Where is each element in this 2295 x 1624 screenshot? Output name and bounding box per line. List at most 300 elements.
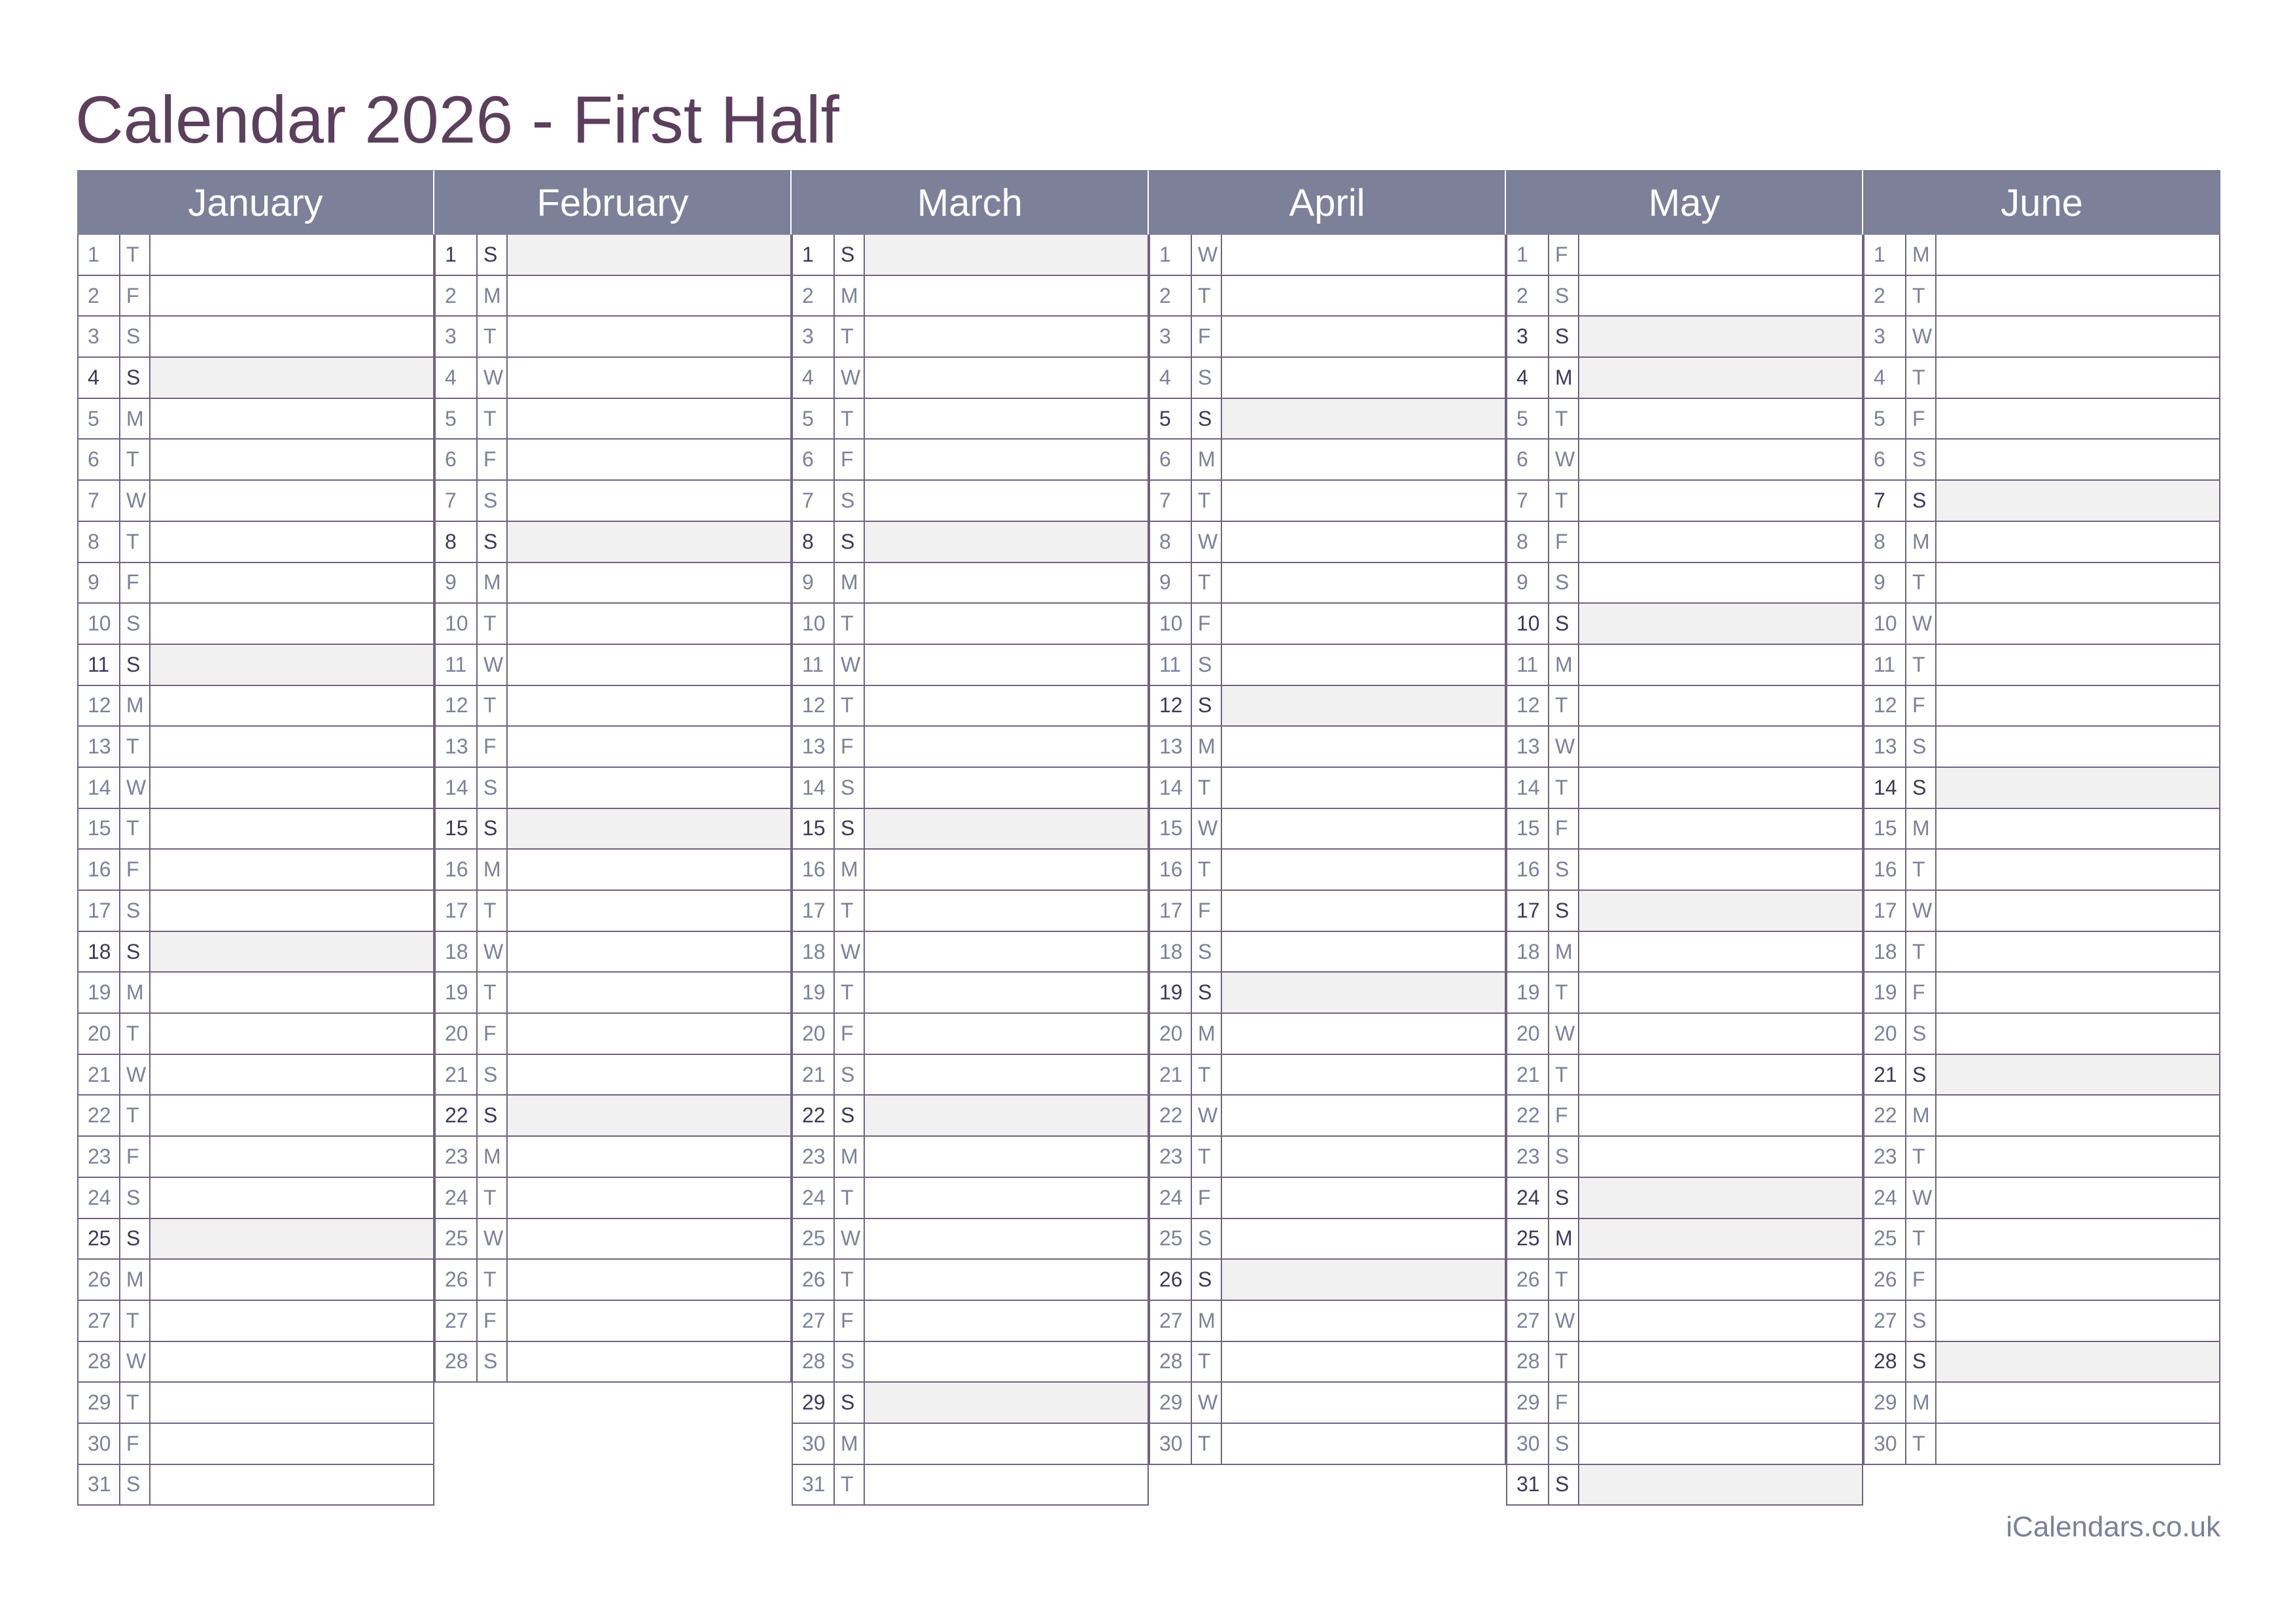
day-note-cell[interactable] [1579, 1383, 1862, 1423]
day-note-cell[interactable] [150, 1178, 433, 1218]
day-note-cell[interactable] [865, 1383, 1148, 1423]
day-number: 8 [436, 522, 478, 562]
day-note-cell[interactable] [1579, 891, 1862, 931]
day-note-cell[interactable] [150, 1260, 433, 1300]
day-number: 24 [436, 1178, 478, 1218]
page-title: Calendar 2026 - First Half [75, 82, 839, 157]
day-number: 28 [1507, 1342, 1549, 1382]
day-number: 12 [793, 686, 835, 726]
day-note-cell[interactable] [150, 276, 433, 316]
day-number: 1 [436, 235, 478, 275]
day-list [1863, 235, 2220, 1465]
day-note-cell[interactable] [1579, 645, 1862, 685]
day-note-cell[interactable] [1222, 727, 1505, 767]
day-note-cell[interactable] [150, 768, 433, 808]
day-note-cell[interactable] [865, 317, 1148, 356]
day-note-cell[interactable] [1222, 1260, 1505, 1300]
day-note-cell[interactable] [1936, 1260, 2219, 1300]
day-letter: S [835, 1342, 865, 1382]
day-number: 19 [1150, 973, 1192, 1012]
day-note-cell[interactable] [150, 850, 433, 890]
day-letter: M [120, 1260, 150, 1300]
day-note-cell[interactable] [150, 645, 433, 685]
day-note-cell[interactable] [150, 1301, 433, 1341]
day-note-cell[interactable] [865, 932, 1148, 972]
day-note-cell[interactable] [1936, 686, 2219, 726]
day-number: 8 [1507, 522, 1549, 562]
day-note-cell[interactable] [1222, 563, 1505, 603]
day-row [793, 440, 1148, 481]
day-note-cell[interactable] [1579, 1096, 1862, 1135]
day-note-cell[interactable] [150, 1096, 433, 1135]
day-note-cell[interactable] [1579, 768, 1862, 808]
day-note-cell[interactable] [1936, 235, 2219, 275]
day-note-cell[interactable] [1579, 1342, 1862, 1382]
day-letter: S [1906, 727, 1936, 767]
day-note-cell[interactable] [1936, 522, 2219, 562]
month-header: May [1506, 170, 1863, 235]
day-note-cell[interactable] [1579, 317, 1862, 356]
day-note-cell[interactable] [150, 235, 433, 275]
day-note-cell[interactable] [150, 727, 433, 767]
day-letter: T [120, 522, 150, 562]
day-note-cell[interactable] [1936, 1219, 2219, 1259]
day-note-cell[interactable] [150, 358, 433, 398]
day-letter: S [1549, 850, 1579, 890]
day-note-cell[interactable] [865, 809, 1148, 849]
day-note-cell[interactable] [1222, 522, 1505, 562]
day-number: 2 [1150, 276, 1192, 316]
day-row [793, 1014, 1148, 1055]
day-note-cell[interactable] [1222, 1424, 1505, 1464]
day-letter: M [478, 1137, 508, 1177]
day-note-cell[interactable] [1222, 891, 1505, 931]
day-note-cell[interactable] [1222, 358, 1505, 398]
day-note-cell[interactable] [865, 645, 1148, 685]
day-note-cell[interactable] [1936, 891, 2219, 931]
day-note-cell[interactable] [1936, 481, 2219, 521]
day-row [436, 686, 790, 727]
day-letter: W [120, 768, 150, 808]
day-number: 31 [793, 1465, 835, 1505]
day-note-cell[interactable] [150, 1383, 433, 1423]
day-letter: W [835, 645, 865, 685]
day-letter: M [1549, 932, 1579, 972]
day-note-cell[interactable] [865, 522, 1148, 562]
day-row [793, 1178, 1148, 1219]
day-number: 20 [436, 1014, 478, 1054]
day-note-cell[interactable] [865, 1014, 1148, 1054]
day-note-cell[interactable] [1936, 1096, 2219, 1135]
day-note-cell[interactable] [1936, 563, 2219, 603]
day-note-cell[interactable] [865, 1178, 1148, 1218]
day-letter: T [1906, 563, 1936, 603]
day-note-cell[interactable] [865, 358, 1148, 398]
day-row [1865, 1055, 2219, 1096]
calendar-grid [77, 170, 2220, 1507]
day-number: 19 [1507, 973, 1549, 1012]
day-number: 26 [1150, 1260, 1192, 1300]
day-note-cell[interactable] [508, 1301, 790, 1341]
day-note-cell[interactable] [1936, 1301, 2219, 1341]
day-note-cell[interactable] [150, 932, 433, 972]
day-note-cell[interactable] [1579, 358, 1862, 398]
day-note-cell[interactable] [1222, 850, 1505, 890]
day-row [1150, 440, 1505, 481]
day-row [793, 522, 1148, 563]
day-note-cell[interactable] [150, 1219, 433, 1259]
day-row [79, 973, 433, 1014]
day-note-cell[interactable] [1579, 276, 1862, 316]
day-note-cell[interactable] [1936, 276, 2219, 316]
day-note-cell[interactable] [150, 440, 433, 479]
day-note-cell[interactable] [508, 440, 790, 479]
day-note-cell[interactable] [150, 604, 433, 644]
day-number: 21 [1150, 1055, 1192, 1095]
day-note-cell[interactable] [1579, 522, 1862, 562]
day-note-cell[interactable] [508, 563, 790, 603]
day-letter: F [835, 440, 865, 479]
day-note-cell[interactable] [865, 399, 1148, 439]
day-number: 29 [793, 1383, 835, 1423]
day-letter: T [1192, 481, 1222, 521]
day-note-cell[interactable] [1222, 932, 1505, 972]
day-note-cell[interactable] [508, 1014, 790, 1054]
day-letter: S [1192, 358, 1222, 398]
day-row [1507, 604, 1862, 645]
day-note-cell[interactable] [1222, 1014, 1505, 1054]
day-letter: S [120, 932, 150, 972]
day-number: 21 [1507, 1055, 1549, 1095]
day-row [1865, 235, 2219, 276]
day-number: 26 [79, 1260, 120, 1300]
day-note-cell[interactable] [1936, 809, 2219, 849]
day-note-cell[interactable] [865, 1055, 1148, 1095]
day-note-cell[interactable] [1936, 1014, 2219, 1054]
day-number: 2 [1507, 276, 1549, 316]
day-letter: T [1192, 1342, 1222, 1382]
day-note-cell[interactable] [1222, 768, 1505, 808]
day-number: 13 [1507, 727, 1549, 767]
day-letter: M [1906, 1096, 1936, 1135]
day-note-cell[interactable] [1579, 727, 1862, 767]
day-note-cell[interactable] [1936, 727, 2219, 767]
day-note-cell[interactable] [508, 399, 790, 439]
day-number: 23 [793, 1137, 835, 1177]
day-number: 17 [1865, 891, 1906, 931]
day-note-cell[interactable] [508, 809, 790, 849]
day-note-cell[interactable] [865, 235, 1148, 275]
day-note-cell[interactable] [1936, 1178, 2219, 1218]
day-note-cell[interactable] [1222, 1301, 1505, 1341]
day-note-cell[interactable] [508, 1342, 790, 1382]
day-note-cell[interactable] [1936, 768, 2219, 808]
day-note-cell[interactable] [1936, 1342, 2219, 1382]
day-note-cell[interactable] [508, 1055, 790, 1095]
day-number: 20 [793, 1014, 835, 1054]
day-note-cell[interactable] [508, 1137, 790, 1177]
day-note-cell[interactable] [865, 1342, 1148, 1382]
day-note-cell[interactable] [150, 1014, 433, 1054]
month-header: March [792, 170, 1149, 235]
day-row [1865, 1260, 2219, 1301]
day-note-cell[interactable] [865, 1424, 1148, 1464]
day-number: 12 [1507, 686, 1549, 726]
day-note-cell[interactable] [1222, 440, 1505, 479]
day-note-cell[interactable] [150, 481, 433, 521]
day-note-cell[interactable] [1579, 1301, 1862, 1341]
day-row [1865, 399, 2219, 440]
day-letter: S [120, 317, 150, 356]
day-note-cell[interactable] [150, 1342, 433, 1382]
day-row [436, 1096, 790, 1137]
day-letter: T [1906, 1424, 1936, 1464]
day-number: 15 [436, 809, 478, 849]
day-letter: S [120, 1219, 150, 1259]
day-note-cell[interactable] [865, 686, 1148, 726]
day-note-cell[interactable] [150, 686, 433, 726]
day-note-cell[interactable] [1579, 399, 1862, 439]
day-note-cell[interactable] [1222, 1178, 1505, 1218]
day-note-cell[interactable] [508, 645, 790, 685]
day-note-cell[interactable] [1579, 604, 1862, 644]
day-note-cell[interactable] [1222, 686, 1505, 726]
day-note-cell[interactable] [508, 522, 790, 562]
day-row [1507, 1342, 1862, 1383]
day-note-cell[interactable] [865, 768, 1148, 808]
day-note-cell[interactable] [865, 850, 1148, 890]
day-number: 4 [1865, 358, 1906, 398]
day-letter: T [120, 1096, 150, 1135]
day-letter: F [120, 563, 150, 603]
day-note-cell[interactable] [508, 604, 790, 644]
month-column-january [77, 170, 434, 1506]
day-letter: S [120, 645, 150, 685]
day-note-cell[interactable] [508, 1260, 790, 1300]
day-number: 28 [1150, 1342, 1192, 1382]
day-note-cell[interactable] [1936, 1383, 2219, 1423]
day-note-cell[interactable] [865, 1137, 1148, 1177]
day-number: 14 [436, 768, 478, 808]
day-letter: T [1906, 645, 1936, 685]
day-note-cell[interactable] [508, 1219, 790, 1259]
day-note-cell[interactable] [508, 276, 790, 316]
day-note-cell[interactable] [150, 1137, 433, 1177]
day-number: 20 [1150, 1014, 1192, 1054]
day-note-cell[interactable] [508, 481, 790, 521]
day-note-cell[interactable] [508, 932, 790, 972]
day-note-cell[interactable] [150, 399, 433, 439]
day-note-cell[interactable] [865, 891, 1148, 931]
day-note-cell[interactable] [508, 235, 790, 275]
day-note-cell[interactable] [865, 563, 1148, 603]
day-row [79, 522, 433, 563]
day-note-cell[interactable] [1222, 1137, 1505, 1177]
day-row [793, 317, 1148, 358]
day-row [1507, 645, 1862, 686]
day-note-cell[interactable] [865, 1260, 1148, 1300]
day-letter: F [478, 1014, 508, 1054]
day-letter: T [1549, 481, 1579, 521]
day-row [1507, 1014, 1862, 1055]
day-row [79, 891, 433, 932]
day-row [1150, 235, 1505, 276]
day-note-cell[interactable] [1222, 1342, 1505, 1382]
day-note-cell[interactable] [865, 440, 1148, 479]
day-number: 14 [1507, 768, 1549, 808]
day-letter: M [1906, 235, 1936, 275]
day-note-cell[interactable] [508, 768, 790, 808]
day-note-cell[interactable] [1222, 481, 1505, 521]
day-note-cell[interactable] [150, 1465, 433, 1505]
day-note-cell[interactable] [1579, 932, 1862, 972]
day-note-cell[interactable] [508, 1096, 790, 1135]
day-number: 10 [1150, 604, 1192, 644]
day-note-cell[interactable] [1936, 973, 2219, 1012]
day-row [1150, 1424, 1505, 1465]
day-note-cell[interactable] [865, 276, 1148, 316]
day-note-cell[interactable] [1936, 850, 2219, 890]
day-note-cell[interactable] [1936, 358, 2219, 398]
day-note-cell[interactable] [1579, 686, 1862, 726]
day-note-cell[interactable] [1579, 1137, 1862, 1177]
day-note-cell[interactable] [1579, 1178, 1862, 1218]
day-row [1150, 973, 1505, 1014]
day-letter: M [835, 850, 865, 890]
day-note-cell[interactable] [1936, 645, 2219, 685]
day-note-cell[interactable] [150, 563, 433, 603]
day-note-cell[interactable] [150, 973, 433, 1012]
day-note-cell[interactable] [1222, 1383, 1505, 1423]
day-row [1865, 1014, 2219, 1055]
day-note-cell[interactable] [1936, 317, 2219, 356]
day-note-cell[interactable] [1222, 235, 1505, 275]
day-row [1150, 1137, 1505, 1178]
day-note-cell[interactable] [1579, 1260, 1862, 1300]
day-row [1865, 891, 2219, 932]
day-note-cell[interactable] [865, 604, 1148, 644]
day-row [79, 932, 433, 973]
day-row [436, 358, 790, 399]
day-note-cell[interactable] [865, 1465, 1148, 1505]
day-note-cell[interactable] [1936, 440, 2219, 479]
day-note-cell[interactable] [1222, 809, 1505, 849]
day-note-cell[interactable] [1579, 481, 1862, 521]
day-note-cell[interactable] [865, 1096, 1148, 1135]
day-letter: F [1192, 604, 1222, 644]
day-note-cell[interactable] [865, 1219, 1148, 1259]
day-note-cell[interactable] [1936, 1424, 2219, 1464]
day-note-cell[interactable] [508, 686, 790, 726]
day-note-cell[interactable] [865, 727, 1148, 767]
day-note-cell[interactable] [1579, 1219, 1862, 1259]
day-note-cell[interactable] [150, 522, 433, 562]
day-row [1507, 440, 1862, 481]
day-number: 10 [79, 604, 120, 644]
day-note-cell[interactable] [1222, 1055, 1505, 1095]
day-note-cell[interactable] [508, 358, 790, 398]
day-note-cell[interactable] [1579, 1055, 1862, 1095]
day-number: 9 [436, 563, 478, 603]
day-note-cell[interactable] [865, 481, 1148, 521]
day-note-cell[interactable] [150, 809, 433, 849]
day-row [79, 1383, 433, 1424]
day-number: 3 [436, 317, 478, 356]
day-row [1865, 1096, 2219, 1137]
day-note-cell[interactable] [1222, 645, 1505, 685]
day-note-cell[interactable] [150, 317, 433, 356]
day-letter: W [835, 358, 865, 398]
day-note-cell[interactable] [508, 891, 790, 931]
day-note-cell[interactable] [1936, 1055, 2219, 1095]
day-note-cell[interactable] [508, 973, 790, 1012]
day-number: 8 [79, 522, 120, 562]
day-row [1150, 1383, 1505, 1424]
day-row [793, 604, 1148, 645]
day-row [436, 604, 790, 645]
day-note-cell[interactable] [1579, 1465, 1862, 1505]
day-note-cell[interactable] [1936, 1137, 2219, 1177]
day-letter: T [1549, 1055, 1579, 1095]
day-note-cell[interactable] [1222, 276, 1505, 316]
day-note-cell[interactable] [865, 973, 1148, 1012]
day-letter: M [1192, 440, 1222, 479]
day-row [1150, 317, 1505, 358]
day-number: 30 [79, 1424, 120, 1464]
day-note-cell[interactable] [1579, 809, 1862, 849]
day-number: 24 [793, 1178, 835, 1218]
day-note-cell[interactable] [1222, 1219, 1505, 1259]
day-note-cell[interactable] [1579, 1014, 1862, 1054]
day-note-cell[interactable] [1222, 973, 1505, 1012]
day-note-cell[interactable] [1579, 1424, 1862, 1464]
day-note-cell[interactable] [1936, 932, 2219, 972]
day-note-cell[interactable] [1222, 604, 1505, 644]
day-letter: F [478, 727, 508, 767]
day-number: 12 [1865, 686, 1906, 726]
day-note-cell[interactable] [1222, 399, 1505, 439]
day-note-cell[interactable] [508, 1178, 790, 1218]
day-note-cell[interactable] [508, 727, 790, 767]
day-note-cell[interactable] [1579, 973, 1862, 1012]
day-row [1507, 932, 1862, 973]
day-note-cell[interactable] [508, 850, 790, 890]
day-letter: T [1906, 932, 1936, 972]
day-note-cell[interactable] [1579, 563, 1862, 603]
day-note-cell[interactable] [1936, 399, 2219, 439]
day-note-cell[interactable] [1579, 440, 1862, 479]
day-note-cell[interactable] [1579, 850, 1862, 890]
day-letter: W [1192, 522, 1222, 562]
day-note-cell[interactable] [150, 1055, 433, 1095]
day-number: 6 [79, 440, 120, 479]
day-note-cell[interactable] [1579, 235, 1862, 275]
month-column-april [1149, 170, 1506, 1465]
day-note-cell[interactable] [865, 1301, 1148, 1341]
day-note-cell[interactable] [150, 891, 433, 931]
day-letter: M [1549, 1219, 1579, 1259]
day-note-cell[interactable] [508, 317, 790, 356]
day-number: 27 [79, 1301, 120, 1341]
day-row [1865, 1219, 2219, 1260]
day-note-cell[interactable] [1222, 317, 1505, 356]
day-note-cell[interactable] [1936, 604, 2219, 644]
day-note-cell[interactable] [150, 1424, 433, 1464]
day-number: 13 [79, 727, 120, 767]
day-letter: T [1192, 563, 1222, 603]
day-note-cell[interactable] [1222, 1096, 1505, 1135]
day-letter: F [1906, 1260, 1936, 1300]
